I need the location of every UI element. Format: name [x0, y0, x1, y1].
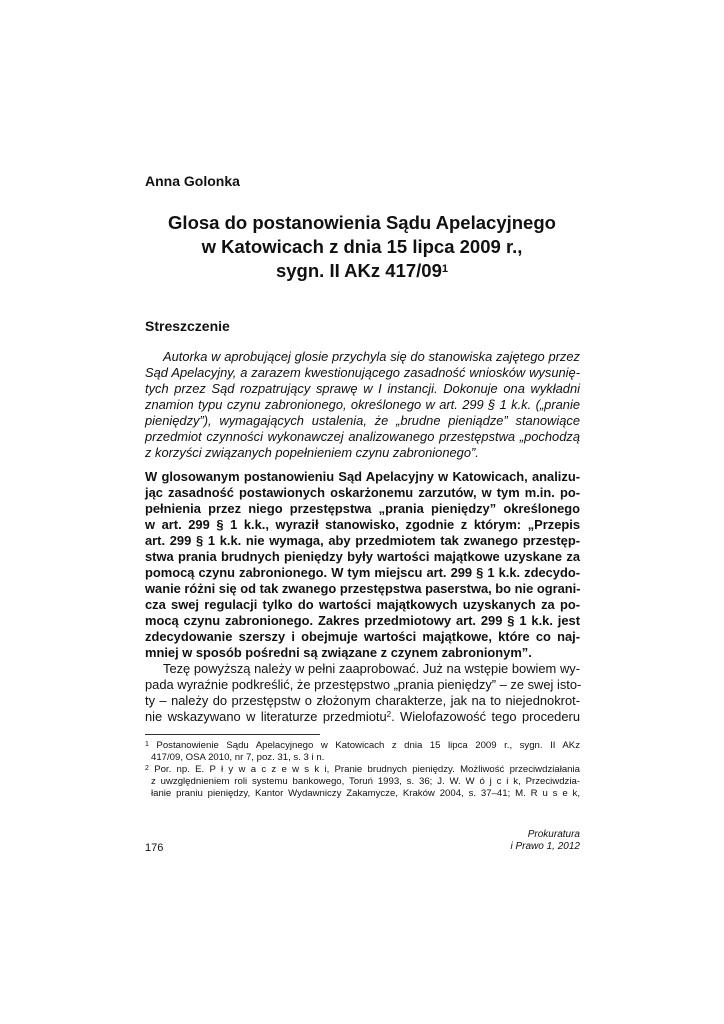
bold-line: jąc zasadność postawionych oskarżonemu zarzutów, w tym m.in. po-: [145, 485, 580, 500]
title-line-2: w Katowicach z dnia 15 lipca 2009 r.,: [201, 236, 523, 257]
bold-line: wanie różni się od tak zwanego przestępstwa paserstwa, bo nie ograni-: [145, 581, 581, 596]
bold-line: w art. 299 § 1 k.k., wyraził stanowisko, zgodnie z którym: „Przepis: [145, 517, 580, 532]
body-line: Tezę powyższą należy w pełni zaaprobować. Już na wstępie bowiem wy-: [163, 661, 580, 676]
footnote-1-cont: 417/09, OSA 2010, nr 7, poz. 31, s. 3 i n.: [151, 752, 325, 763]
title-line-3-text: sygn. II AKz 417/09: [275, 260, 442, 281]
body-line: pada wyraźnie podkreślić, że przestępstwo „prania pieniędzy” – ze swej isto-: [145, 677, 582, 692]
footnote-1-text: Postanowienie Sądu Apelacyjnego w Katowicach z dnia 15 lipca 2009 r., sygn. II AKz: [156, 740, 580, 751]
abstract-line: tych przez Sąd rozpatrujący sprawę w I instancji. Dokonuje ona wykładni: [145, 381, 580, 396]
footnote-2-text: Por. np. E. P ł y w a c z e w s k i, Pranie brudnych pieniędzy. Możliwość przeciwdziałania: [154, 764, 580, 775]
title-footnote-ref: 1: [441, 263, 448, 275]
abstract-line: z korzyści związanych popełnieniem czynu zabronionego”.: [145, 445, 479, 460]
bold-line: cza swej regulacji tylko do wartości majątkowych uzyskanych za po-: [145, 597, 580, 612]
journal-issue: i Prawo 1, 2012: [510, 841, 580, 852]
journal-title: Prokuratura: [527, 829, 580, 840]
body-line: ty – należy do przestępstw o złożonym charakterze, jak na to niejednokrot-: [145, 693, 580, 708]
body-line-text: . Wielofazowość tego procederu: [391, 709, 580, 724]
abstract-line: znamion typu czynu zabronionego, określonego w art. 299 § 1 k.k. („pranie: [145, 397, 580, 412]
abstract-line: Sąd Apelacyjny, a zarazem kwestionującego zasadność wniosków wysunię-: [145, 365, 580, 380]
footnote-2-number: 2: [145, 765, 149, 772]
bold-line: mniej w sposób pośredni są związane z czynem zabronionym”.: [145, 645, 532, 660]
bold-line: art. 299 § 1 k.k. nie wymaga, aby przedmiotem tak zwanego przestęp-: [145, 533, 580, 548]
journal-name: [511, 829, 581, 853]
title-line-1: Glosa do postanowienia Sądu Apelacyjnego: [168, 212, 556, 233]
author-name: Anna Golonka: [145, 173, 240, 189]
bold-line: zdecydowanie szerszy i obejmuje wartości majątkowe, które co naj-: [145, 629, 580, 644]
summary-heading: Streszczenie: [145, 318, 230, 334]
body-line-text: nie wskazywano w literaturze przedmiotu: [145, 709, 387, 724]
page-number: 176: [145, 842, 164, 854]
abstract-line: pieniędzy”), wymagających ustalenia, że „brudne pieniądze” stanowiące: [145, 413, 580, 428]
bold-line: mocą czynu zabronionego. Zakres przedmiotowy art. 299 § 1 k.k. jest: [145, 613, 580, 628]
bold-line: W glosowanym postanowieniu Sąd Apelacyjny w Katowicach, analizu-: [145, 469, 580, 484]
abstract-line: przedmiot czynności wykonawczej analizowanego przestępstwa „pochodzą: [145, 429, 580, 444]
title-line-3: [100, 259, 624, 283]
footnote-1: [145, 740, 580, 752]
footnote-2-cont: z uwzględnieniem roli systemu bankowego, Toruń 1993, s. 36; J. W. W ó j c i k, Przeciwdzia-: [151, 776, 580, 787]
abstract-line: Autorka w aprobującej glosie przychyla się do stanowiska zajętego przez: [163, 349, 580, 364]
bold-line: pełnienia przez niego przestępstwa „prania pieniędzy” określonego: [145, 501, 580, 516]
bold-line: pomocą czynu zabronionego. W tym miejscu art. 299 § 1 k.k. zdecydo-: [145, 565, 580, 580]
footnote-1-number: 1: [145, 741, 149, 748]
body-footnote-ref: 2: [386, 710, 392, 719]
footnote-divider: [145, 734, 320, 735]
body-line: [145, 709, 580, 725]
bold-line: stwa prania brudnych pieniędzy były wartości majątkowe uzyskane za: [145, 549, 580, 564]
footnote-2: [145, 764, 580, 776]
footnote-2-cont: łanie praniu pieniędzy, Kantor Wydawniczy Zakamycze, Kraków 2004, s. 37–41; M. R u s e k,: [151, 788, 580, 799]
